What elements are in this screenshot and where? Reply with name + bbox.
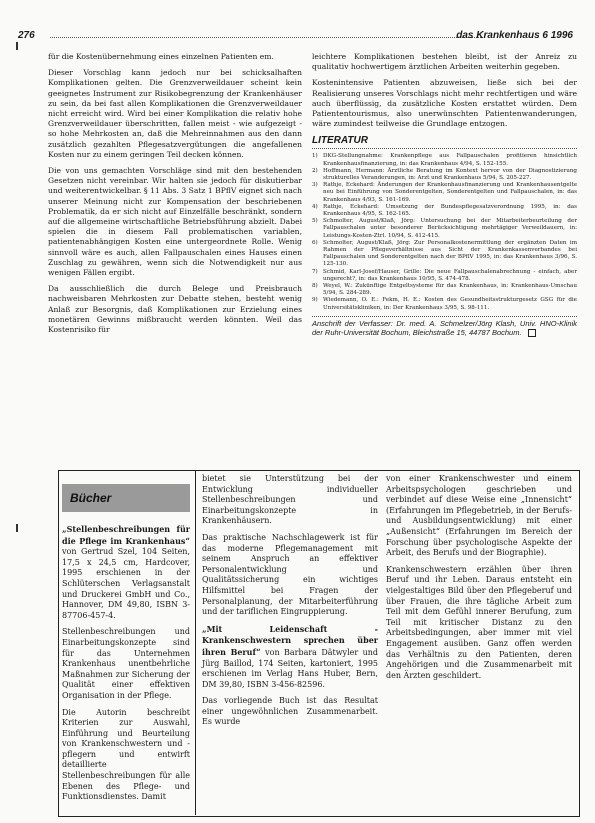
paragraph: Die von uns gemachten Vorschläge sind mit den bestehenden Gesetzen nicht vereinbar. Wir halten sie jedoch für diskutierbar und weiterentwickelbar. § 11 Abs. 3 Satz 1 BPflV eignet sich nach unserer Meinung nicht zur Kompensation der beschriebenen Problematik, da er sich nicht auf Einzelfälle beschränkt, sondern auf die allgemeine wirtschaftliche Betriebsführung abzielt. Dabei spielen die in diesem Fall problematischen variablen, patientenabhängigen Kosten eine untergeordnete Rolle. Wenig sinnvoll wäre es auch, allen Fallpauschalen eines Hauses einen Zuschlag zu gewähren, wenn sich die Notwendigkeit nur aus wenigen Fällen ergibt.	[48, 166, 302, 278]
books-section-title: Bücher	[62, 484, 190, 512]
column-divider	[195, 470, 196, 815]
reference-number: 8)	[312, 283, 318, 290]
reference-item	[312, 168, 577, 182]
paragraph: Das praktische Nachschlagewerk ist für das moderne Pflegemanagement mit seinem Anspruch an effektiver Personalentwicklung und Qualitätssicherung ein wichtiges Hilfsmittel bei Fragen der Personalplanung, der Mitarbeiterführung und der tariflichen Eingruppierung.	[202, 532, 378, 617]
reference-number: 2)	[312, 167, 318, 174]
reference-text: Wiedemann, O. E.: Fekm, H. E.: Kosten des Gesundheitsstrukturgesetz GSG für die Universitätskliniken, in: Der Krankenhaus 3/95, S. 98-111.	[323, 297, 577, 311]
literatur-heading: LITERATUR	[312, 135, 577, 149]
reference-item	[312, 283, 577, 297]
reference-number: 1)	[312, 153, 318, 160]
reference-text: Rathje, Eckehard: Änderungen der Krankenhausfinanzierung und Krankenhausentgelte neu bei Einführung von Sonderentgelten, Sonderentgelten und Fallpauschalen, in: das Krankenhaus 4/93, S. 161-169.	[323, 182, 577, 203]
paragraph: Das vorliegende Buch ist das Resultat einer ungewöhnlichen Zusammenarbeit. Es wurde	[202, 696, 378, 727]
book-entry	[202, 624, 378, 691]
page-number: 276	[18, 30, 35, 41]
reference-text: Schmolter, August/Klaß, Jörg: Zur Personalkostenermittlung der ergänzten Daten im Rahmen der Pflegeverhältnisse aus Sicht der Krankenkassenverbandes bei Fallpauschalen und Sonderentgelten nach der BPflV 1995, in: das Krankenhaus 3/96, S. 125-130.	[323, 239, 577, 268]
books-column-3	[386, 474, 572, 687]
paragraph: Kostenintensive Patienten abzuweisen, ließe sich bei der Realisierung unseres Vorschlags nicht mehr rechtfertigen und wäre auch überflüssig, da zusätzliche Kosten erstattet würden. Dem Patiententourismus, also unerwünschten Patientenwanderungen, wäre zumindest teilweise die Grundlage entzogen.	[312, 78, 577, 129]
book-title: „Stellenbeschreibungen für die Pflege im Krankenhaus“	[62, 524, 190, 546]
reference-text: Rathje, Eckehard: Umsetzung der Bundespflegesatzverordnung 1995, in: das Krankenhaus 4/95, S. 162-165.	[323, 203, 577, 218]
book-entry	[62, 524, 190, 621]
author-address-text: Anschrift der Verfasser: Dr. med. A. Schmelzer/Jörg Klash, Univ. HNO-Klinik der Ruhr-Universität Bochum, Bleichstraße 15, 44787 Bochum.	[312, 318, 577, 338]
paragraph: leichtere Komplikationen bestehen bleibt, ist der Anreiz zu qualitativ hochwertigem ärztlichen Arbeiten weiterhin gegeben.	[312, 52, 577, 72]
reference-number: 4)	[312, 203, 318, 210]
books-column-1	[62, 524, 190, 809]
reference-item	[312, 269, 577, 283]
reference-number: 7)	[312, 268, 318, 275]
reference-text: Hoffmann, Hermann: Ärztliche Beratung im Kontext hervor von der Diagnostizierung strukturelles Veranderungen, in: Arzt und Krankenhaus 5/94, S. 205-227.	[323, 167, 577, 182]
paragraph: von einer Krankenschwester und einem Arbeitspsychologen geschrieben und verbindet auf diese Weise eine „Innensicht“ (Erfahrungen im Pflegebetrieb, in der Berufs- und Ausbildungsentwicklung) mit einer „Außensicht“ (Erfahrungen im Bereich der Forschung über psychologische Aspekte der Arbeit, des Berufs und der Biographie).	[386, 474, 572, 558]
books-column-2	[202, 474, 378, 734]
article-left-column	[48, 52, 302, 341]
article-right-column	[312, 52, 577, 338]
reference-item	[312, 240, 577, 269]
paragraph: Stellenbeschreibungen und Einarbeitungskonzepte sind für das Unternehmen Krankenhaus unentbehrliche Maßnahmen zur Sicherung der Qualität einer effektiven Organisation in der Pflege.	[62, 627, 190, 700]
author-address	[312, 316, 577, 338]
paragraph: Die Autorin beschreibt Kriterien zur Auswahl, Einführung und Beurteilung von Krankenschwestern und -pflegern und entwirft detaillierte Stellenbeschreibungen für alle Ebenen des Pflege- und Funktionsdienstes. Damit	[62, 707, 190, 802]
header-rule	[50, 37, 483, 38]
end-square-icon	[528, 329, 536, 337]
reference-number: 3)	[312, 182, 318, 189]
reference-item	[312, 153, 577, 167]
publication-title: das Krankenhaus 6 1996	[456, 30, 573, 41]
reference-list	[312, 153, 577, 311]
reference-item	[312, 297, 577, 311]
reference-item	[312, 182, 577, 204]
reference-text: DKG-Stellungnahme: Krankenpflege aus Fallpauschalen profitieren hinsichtlich Krankenhausfinanzierung, in: das Krankenhaus 4/94, S. 152-155.	[323, 153, 577, 167]
book-title: „Mit Leidenschaft - Krankenschwestern sprechen über ihren Beruf“	[202, 623, 378, 657]
reference-text: Weyel, W.: Zukünftige Entgeltsysteme für das Krankenhaus, in: Krankenhaus-Umschau 5/94, S. 284-289.	[323, 283, 577, 297]
margin-mark	[16, 524, 24, 532]
reference-item	[312, 218, 577, 240]
paragraph: für die Kostenübernehmung eines einzelnen Patienten em.	[48, 52, 274, 61]
paragraph: Krankenschwestern erzählen über ihren Beruf und ihr Leben. Daraus entsteht ein vielgestaltiges Bild über den Pflegeberuf und über Frauen, die ihre tägliche Arbeit zum Teil mit dem Gefühl innerer Berufung, zum Teil mit kritischer Distanz zu den Arbeitsbedingungen, aber immer mit viel Engagement ausüben. Ganz offen werden das Verhältnis zu den Patienten, deren Angehörigen und die Zusammenarbeit mit den Ärzten geschildert.	[386, 564, 572, 680]
paragraph: Da ausschließlich die durch Belege und Preisbrauch nachweisbaren Mehrkosten zur Debatte stehen, besteht wenig Anlaß zur Besorgnis, daß Komplikationen zur Erzielung eines monetären Gewinns mißbraucht werden könnten. Weil das Kostenrisiko für	[48, 284, 302, 335]
margin-mark	[16, 42, 24, 50]
reference-text: Schmolter, August/Klaß, Jörg: Untersuchung bei der Mitarbeiterbeurteilung der Fallpauschalen unter besonderer Berücksichtigung mehrtägiger Verweildauern, in: Leistungs-Kosten-Ztrl. 10/94, S. 412-415.	[323, 218, 577, 239]
paragraph: bietet sie Unterstützung bei der Entwicklung individueller Stellenbeschreibungen und Einarbeitungskonzepte in Krankenhäusern.	[202, 474, 378, 526]
reference-number: 9)	[312, 297, 318, 304]
book-details: von Gertrud Szel, 104 Seiten, 17,5 x 24,5 cm, Hardcover, 1995 erschienen in der Schlüterschen Verlagsanstalt und Druckerei GmbH und Co., Hannover, DM 49,80, ISBN 3-87706-457-4.	[62, 547, 190, 620]
reference-text: Schmid, Karl-Josef/Hauser, Grille: Die neue Fallpauschalenabrechnung - einfach, aber ungerecht?, in: das Krankenhaus 10/95, S. 474-478.	[323, 268, 577, 282]
book-details: von Barbara Dätwyler und Jürg Baillod, 174 Seiten, kartoniert, 1995 erschienen im Verlag Hans Huber, Bern, DM 39,80, ISBN 3-456-82596.	[202, 647, 378, 689]
paragraph: Dieser Vorschlag kann jedoch nur bei schicksalhaften Komplikationen gelten. Die Grenzverweildauer scheint kein geeignetes Instrument zur Risikobegrenzung der Krankenhäuser zu sein, da bei fast allen Komplikationen die Grenzverweildauer nicht erreicht wird. Wird bei einer Komplikation die relativ hohe Grenzverweildauer überschritten, fallen meist - wie aufgezeigt - so hohe Mehrkosten an, daß die Mehreinnahmen aus den dann zusätzlich gezahlten Pflegesatzvergütungen die angefallenen Kosten nur zu einem geringen Teil decken können.	[48, 68, 302, 159]
reference-number: 6)	[312, 239, 318, 246]
reference-item	[312, 204, 577, 218]
reference-number: 5)	[312, 218, 318, 225]
